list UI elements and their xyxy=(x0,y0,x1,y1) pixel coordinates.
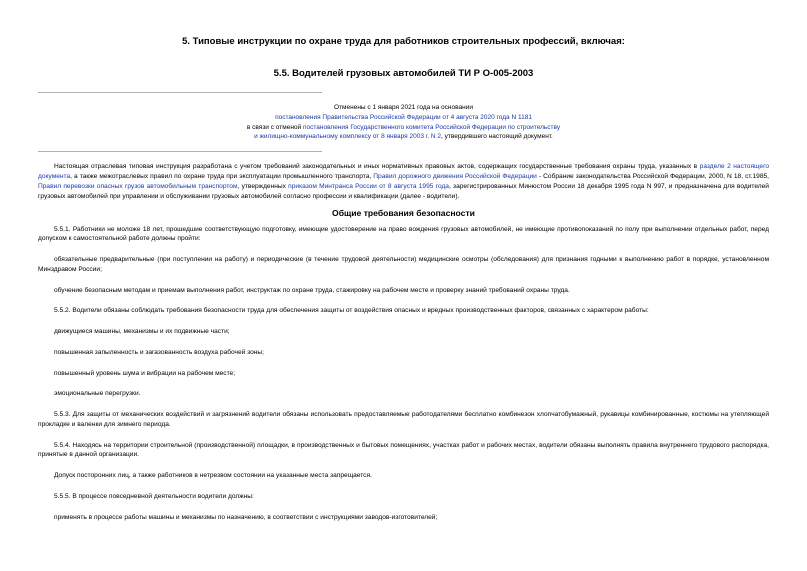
document-heading: 5. Типовые инструкции по охране труда для работников строительных профессий, включая: xyxy=(182,36,625,47)
intro-text: , утвержденных xyxy=(237,182,289,190)
paragraph: обязательные предварительные (при поступлении на работу) и периодические (в течение трудовой деятельности) медицинские осмотры (обследования) для признания годными к выполнению работ в порядке, установленном Минздравом России; xyxy=(38,256,769,274)
list-item: повышенная запыленность и загазованность воздуха рабочей зоны; xyxy=(54,348,264,356)
list-item: повышенный уровень шума и вибрации на рабочем месте; xyxy=(54,369,236,377)
dangerous-goods-rules-link[interactable]: Правил перевозки опасных грузов автомобильным транспортом xyxy=(38,182,238,190)
note-line-1: Отменены с 1 января 2021 года на основании xyxy=(334,104,473,111)
intro-text: - Собрание законодательства Российской Федерации, 2000, N 18, ст.1985, xyxy=(536,172,769,180)
note-top-divider xyxy=(38,92,322,93)
paragraph: 5.5.1. Работники не моложе 18 лет, прошедшие соответствующую подготовку, имеющие удостоверение на право вождения грузовых автомобилей, не имеющие противопоказаний по полу при выполнении отдельных работ, перед допуском к самостоятельной работе должны пройти: xyxy=(38,225,769,243)
section-2-link[interactable]: разделе 2 настоящего документа xyxy=(38,163,769,180)
note-bottom-divider xyxy=(38,151,322,152)
note-line-4-text: , утвердившего настоящий документ. xyxy=(441,133,553,141)
document-body xyxy=(38,162,769,523)
gosstroy-decree-link-cont[interactable]: и жилищно-коммунальному комплексу от 8 января 2003 г. N 2 xyxy=(254,133,442,141)
intro-text: , а также межотраслевых правил по охране труда при эксплуатации промышленного транспорта, xyxy=(70,172,374,180)
intro-text: , зарегистрированных Минюстом России 18 декабря 1995 года N 997, и предназначена для водителей грузовых автомобилей при управлении и обслуживании грузовых автомобилей согласно профессии и квалификации (далее - водители). xyxy=(38,182,769,200)
traffic-rules-link[interactable]: Правил дорожного движения Российской Федерации xyxy=(373,172,537,180)
government-decree-link[interactable]: постановления Правительства Российской Федерации от 4 августа 2020 года N 1181 xyxy=(275,113,532,121)
section-title: Общие требования безопасности xyxy=(332,207,475,218)
paragraph: 5.5.3. Для защиты от механических воздействий и загрязнений водители обязаны использовать предоставляемые работодателями бесплатно комбинезон хлопчатобумажный, рукавицы комбинированные, костюмы на утепляющей прокладке и валенки для зимнего периода. xyxy=(38,410,769,428)
paragraph: Допуск посторонних лиц, а также работников в нетрезвом состоянии на указанные места запрещается. xyxy=(54,472,372,480)
paragraph: обучение безопасным методам и приемам выполнения работ, инструктаж по охране труда, стажировку на рабочем месте и проверку знаний требований охраны труда. xyxy=(54,286,570,294)
document-subheading: 5.5. Водителей грузовых автомобилей ТИ Р О-005-2003 xyxy=(273,68,534,79)
paragraph: применять в процессе работы машины и механизмы по назначению, в соответствии с инструкциями заводов-изготовителей; xyxy=(54,513,438,521)
note-line-3-text: в связи с отменой xyxy=(246,123,303,131)
list-item: движущиеся машины, механизмы и их подвижные части; xyxy=(54,328,230,336)
mintrans-order-link[interactable]: приказом Минтранса России от 8 августа 1995 года xyxy=(288,182,449,190)
paragraph: 5.5.4. Находясь на территории строительной (производственной) площадки, в производственных и бытовых помещениях, участках работ и рабочих местах, водители обязаны выполнять правила внутреннего трудового распорядка, принятые в данной организации. xyxy=(38,441,769,459)
gosstroy-decree-link[interactable]: постановления Государственного комитета Российской Федерации по строительству xyxy=(302,123,561,131)
cancellation-note xyxy=(120,103,687,142)
paragraph: 5.5.2. Водители обязаны соблюдать требования безопасности труда для обеспечения защиты от воздействия опасных и вредных производственных факторов, связанных с характером работы: xyxy=(54,307,649,315)
intro-text: Настоящая отраслевая типовая инструкция разработана с учетом требований законодательных и иных нормативных правовых актов, содержащих государственные требования охраны труда, указанных в xyxy=(54,163,700,170)
intro-paragraph xyxy=(38,162,769,202)
paragraph: 5.5.5. В процессе повседневной деятельности водители должны: xyxy=(54,492,254,500)
list-item: эмоциональные перегрузки. xyxy=(54,390,141,398)
